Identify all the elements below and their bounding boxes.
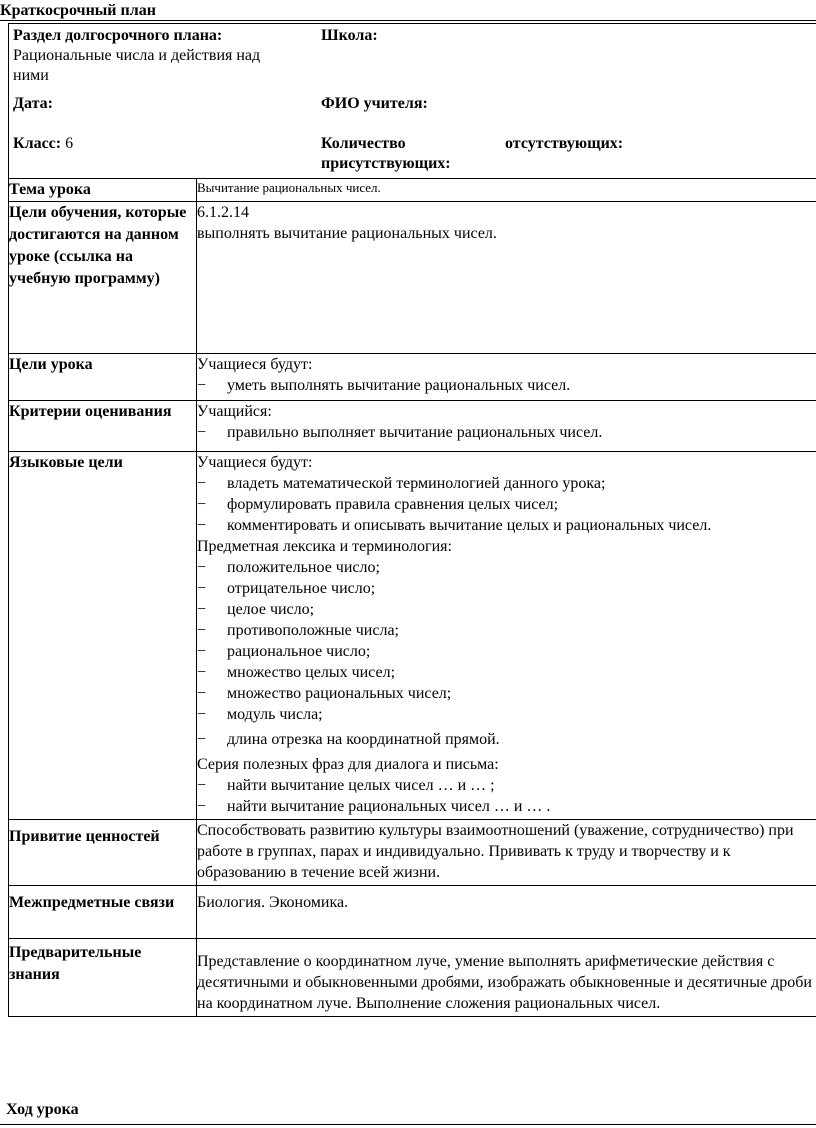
- cross-label: Межпредметные связи: [9, 886, 197, 939]
- language-label: Языковые цели: [9, 452, 197, 820]
- class-label: Класс:: [13, 135, 62, 152]
- class-value: 6: [65, 135, 74, 152]
- phrases-title: Серия полезных фраз для диалога и письма:: [197, 756, 499, 773]
- topic-value: Вычитание рациональных чисел.: [197, 179, 816, 202]
- lesson-progress-heading: Ход урока: [6, 1101, 79, 1118]
- list-item: − формулировать правила сравнения целых чисел;: [197, 494, 816, 515]
- list-item: − правильно выполняет вычитание рациональных чисел.: [197, 422, 816, 443]
- vocab-list: [197, 557, 816, 750]
- language-intro: Учащиеся будут:: [197, 454, 313, 471]
- list-item: − множество рациональных чисел;: [197, 683, 816, 704]
- criteria-list: [197, 422, 816, 443]
- row-lesson-goals: [9, 354, 816, 401]
- section-label: Раздел долгосрочного плана:: [13, 27, 223, 44]
- language-goals-list: [197, 473, 816, 536]
- criteria-label: Критерии оценивания: [9, 401, 197, 452]
- row-values: [9, 820, 816, 886]
- list-item: − рациональное число;: [197, 641, 816, 662]
- header-cell: [9, 24, 816, 179]
- list-item: − длина отрезка на координатной прямой.: [197, 729, 816, 750]
- date-label: Дата:: [13, 95, 53, 112]
- list-item: − уметь выполнять вычитание рациональных чисел.: [197, 375, 816, 396]
- learning-goals-code: 6.1.2.14: [197, 204, 249, 221]
- absent-label: отсутствующих:: [505, 135, 624, 152]
- values-text: Способствовать развитию культуры взаимоотношений (уважение, сотрудничество) при работе в группах, парах и индивидуально. Прививать к труду и творчеству и к образованию в течение всей жизни.: [197, 820, 816, 886]
- list-item: − владеть математической терминологией данного урока;: [197, 473, 816, 494]
- list-item: − положительное число;: [197, 557, 816, 578]
- present-label: присутствующих:: [321, 155, 451, 172]
- section-field: [13, 26, 293, 86]
- list-item: − отрицательное число;: [197, 578, 816, 599]
- lesson-goals-label: Цели урока: [9, 354, 197, 401]
- list-item: − найти вычитание рациональных чисел … и … .: [197, 796, 816, 817]
- plan-table: [8, 23, 816, 1017]
- vocab-title: Предметная лексика и терминология:: [197, 538, 452, 555]
- row-language: [9, 452, 816, 820]
- topic-label: Тема урока: [9, 179, 197, 202]
- list-item: − противоположные числа;: [197, 620, 816, 641]
- learning-goals-cell: [197, 202, 816, 354]
- criteria-intro: Учащийся:: [197, 403, 272, 420]
- language-cell: [197, 452, 816, 820]
- section-value: Рациональные числа и действия над ними: [13, 47, 261, 84]
- list-item: − целое число;: [197, 599, 816, 620]
- school-label: Школа:: [321, 27, 378, 44]
- phrases-list: [197, 775, 816, 817]
- list-item: − комментировать и описывать вычитание целых и рациональных чисел.: [197, 515, 816, 536]
- row-topic: [9, 179, 816, 202]
- list-item: − множество целых чисел;: [197, 662, 816, 683]
- row-prior: [9, 939, 816, 1017]
- row-cross: [9, 886, 816, 939]
- class-field: [13, 134, 73, 154]
- values-label: Привитие ценностей: [9, 820, 197, 886]
- row-learning-goals: [9, 202, 816, 354]
- top-rule: [0, 20, 816, 21]
- list-item: − модуль числа;: [197, 704, 816, 725]
- teacher-label: ФИО учителя:: [321, 95, 428, 112]
- learning-goals-label: Цели обучения, которые достигаются на данном уроке (ссылка на учебную программу): [9, 202, 197, 354]
- learning-goals-text: выполнять вычитание рациональных чисел.: [197, 225, 497, 242]
- header-row: [9, 24, 816, 179]
- criteria-cell: [197, 401, 816, 452]
- lesson-goals-intro: Учащиеся будут:: [197, 356, 313, 373]
- bottom-rule: [0, 1124, 816, 1125]
- page-title: Краткосрочный план: [0, 2, 156, 19]
- lesson-goals-list: [197, 375, 816, 396]
- list-item: − найти вычитание целых чисел … и … ;: [197, 775, 816, 796]
- prior-text: Представление о координатном луче, умение выполнять арифметические действия с десятичными и обыкновенными дробями, изображать обыкновенные и десятичные дроби на координатном луче. Выполнение сложения рациональных чисел.: [197, 939, 816, 1017]
- cross-text: Биология. Экономика.: [197, 886, 816, 939]
- prior-label: Предварительные знания: [9, 939, 197, 1017]
- row-criteria: [9, 401, 816, 452]
- count-label: Количество: [321, 135, 406, 152]
- lesson-goals-cell: [197, 354, 816, 401]
